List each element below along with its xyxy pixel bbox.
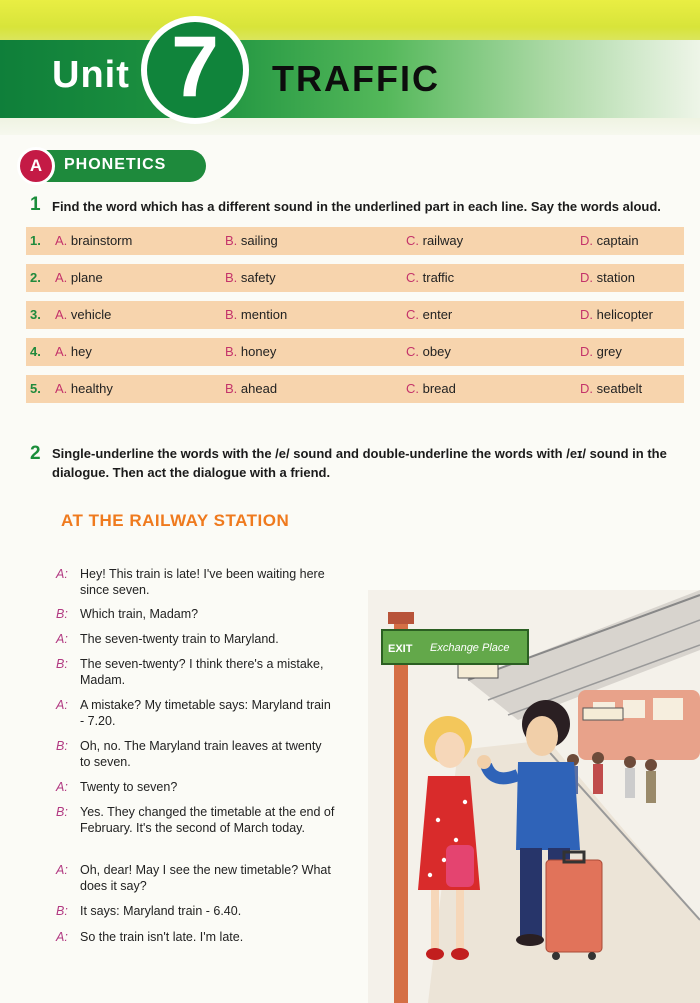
option-letter: D. xyxy=(580,270,593,285)
answer-option[interactable] xyxy=(225,344,276,359)
option-word: captain xyxy=(596,233,639,248)
answer-option[interactable] xyxy=(55,381,113,396)
option-letter: C. xyxy=(406,270,419,285)
answer-option[interactable] xyxy=(406,381,456,396)
option-letter: B. xyxy=(225,381,238,396)
option-word: obey xyxy=(422,344,451,359)
option-word: seatbelt xyxy=(596,381,643,396)
answer-option[interactable] xyxy=(580,381,642,396)
railway-station-illustration xyxy=(368,590,700,1003)
option-word: safety xyxy=(240,270,276,285)
option-word: grey xyxy=(596,344,622,359)
answer-option[interactable] xyxy=(580,270,635,285)
speaker-label: B: xyxy=(56,657,68,671)
row-number: 2. xyxy=(30,270,41,285)
option-word: railway xyxy=(422,233,464,248)
answer-option[interactable] xyxy=(55,344,92,359)
unit-label: Unit xyxy=(52,54,130,96)
speaker-label: A: xyxy=(56,780,68,794)
option-word: sailing xyxy=(240,233,278,248)
option-word: brainstorm xyxy=(70,233,133,248)
answer-option[interactable] xyxy=(406,233,463,248)
option-letter: C. xyxy=(406,307,419,322)
answer-option[interactable] xyxy=(580,233,639,248)
dialogue-text: Yes. They changed the timetable at the end of February. It's the second of March today. xyxy=(80,805,335,835)
table-row xyxy=(26,375,684,403)
dialogue-text: So the train isn't late. I'm late. xyxy=(80,930,244,944)
option-word: hey xyxy=(70,344,92,359)
story-title: AT THE RAILWAY STATION xyxy=(61,511,290,530)
answer-option[interactable] xyxy=(225,270,276,285)
row-number: 4. xyxy=(30,344,41,359)
option-word: ahead xyxy=(240,381,278,396)
answer-option[interactable] xyxy=(55,307,111,322)
option-letter: A. xyxy=(55,344,68,359)
option-letter: A. xyxy=(55,270,68,285)
answer-option[interactable] xyxy=(225,233,278,248)
unit-title: TRAFFIC xyxy=(272,58,440,99)
option-word: honey xyxy=(240,344,277,359)
option-word: traffic xyxy=(422,270,455,285)
speaker-label: A: xyxy=(56,698,68,712)
speaker-label: A: xyxy=(56,567,68,581)
option-letter: B. xyxy=(225,344,238,359)
option-letter: A. xyxy=(55,233,68,248)
table-row xyxy=(26,301,684,329)
answer-option[interactable] xyxy=(225,381,277,396)
speaker-label: B: xyxy=(56,739,68,753)
dialogue-text: It says: Maryland train - 6.40. xyxy=(80,904,242,918)
exercise-1-instruction: Find the word which has a different sound in the underlined part in each line. Say the words aloud. xyxy=(52,199,661,214)
exercise-1-number: 1 xyxy=(30,194,41,215)
option-letter: A. xyxy=(55,307,68,322)
option-word: healthy xyxy=(70,381,113,396)
speaker-label: A: xyxy=(56,863,68,877)
dialogue-text: Oh, dear! May I see the new timetable? What does it say? xyxy=(80,863,331,893)
option-word: enter xyxy=(422,307,453,322)
dialogue-text: Which train, Madam? xyxy=(80,607,199,621)
sign-place-text: Exchange Place xyxy=(430,642,510,654)
unit-banner xyxy=(0,0,700,135)
option-letter: A. xyxy=(55,381,68,396)
option-letter: B. xyxy=(225,307,238,322)
sign-exit-text: EXIT xyxy=(388,643,413,655)
option-word: helicopter xyxy=(596,307,653,322)
table-row xyxy=(26,338,684,366)
dialogue-text: Oh, no. The Maryland train leaves at twenty to seven. xyxy=(80,739,322,769)
table-row xyxy=(26,227,684,255)
row-number: 3. xyxy=(30,307,41,322)
answer-option[interactable] xyxy=(580,307,653,322)
speaker-label: A: xyxy=(56,632,68,646)
option-letter: C. xyxy=(406,233,419,248)
answer-option[interactable] xyxy=(406,270,454,285)
answer-option[interactable] xyxy=(55,233,132,248)
dialogue-text: Hey! This train is late! I've been waiting here since seven. xyxy=(80,567,325,597)
section-letter-badge xyxy=(17,147,55,185)
option-word: station xyxy=(596,270,635,285)
option-word: mention xyxy=(240,307,288,322)
exercise-2-instruction: Single-underline the words with the /e/ sound and double-underline the words with /eɪ/ sound in the dialogue. Then act the dialogue with a friend. xyxy=(52,446,667,480)
option-letter: C. xyxy=(406,344,419,359)
dialogue-text: A mistake? My timetable says: Maryland train - 7.20. xyxy=(80,698,331,728)
option-letter: D. xyxy=(580,381,593,396)
option-letter: C. xyxy=(406,381,419,396)
speaker-label: B: xyxy=(56,805,68,819)
option-word: vehicle xyxy=(70,307,112,322)
answer-option[interactable] xyxy=(225,307,287,322)
option-letter: D. xyxy=(580,307,593,322)
table-row xyxy=(26,264,684,292)
dialogue-text: Twenty to seven? xyxy=(80,780,178,794)
row-number: 5. xyxy=(30,381,41,396)
answer-option[interactable] xyxy=(55,270,103,285)
option-letter: B. xyxy=(225,270,238,285)
speaker-label: B: xyxy=(56,607,68,621)
answer-option[interactable] xyxy=(406,307,452,322)
unit-number-circle xyxy=(141,16,249,124)
answer-option[interactable] xyxy=(580,344,622,359)
speaker-label: B: xyxy=(56,904,68,918)
dialogue-text: The seven-twenty? I think there's a mistake, Madam. xyxy=(80,657,324,687)
row-number: 1. xyxy=(30,233,41,248)
exercise-2-number: 2 xyxy=(30,443,41,464)
section-title: PHONETICS xyxy=(64,156,167,173)
section-letter: A xyxy=(29,156,43,175)
option-word: plane xyxy=(70,270,103,285)
dialogue-text: The seven-twenty train to Maryland. xyxy=(80,632,279,646)
answer-option[interactable] xyxy=(406,344,451,359)
option-letter: D. xyxy=(580,233,593,248)
speaker-label: A: xyxy=(56,930,68,944)
option-word: bread xyxy=(422,381,456,396)
unit-number: 7 xyxy=(171,19,219,115)
option-letter: B. xyxy=(225,233,238,248)
option-letter: D. xyxy=(580,344,593,359)
